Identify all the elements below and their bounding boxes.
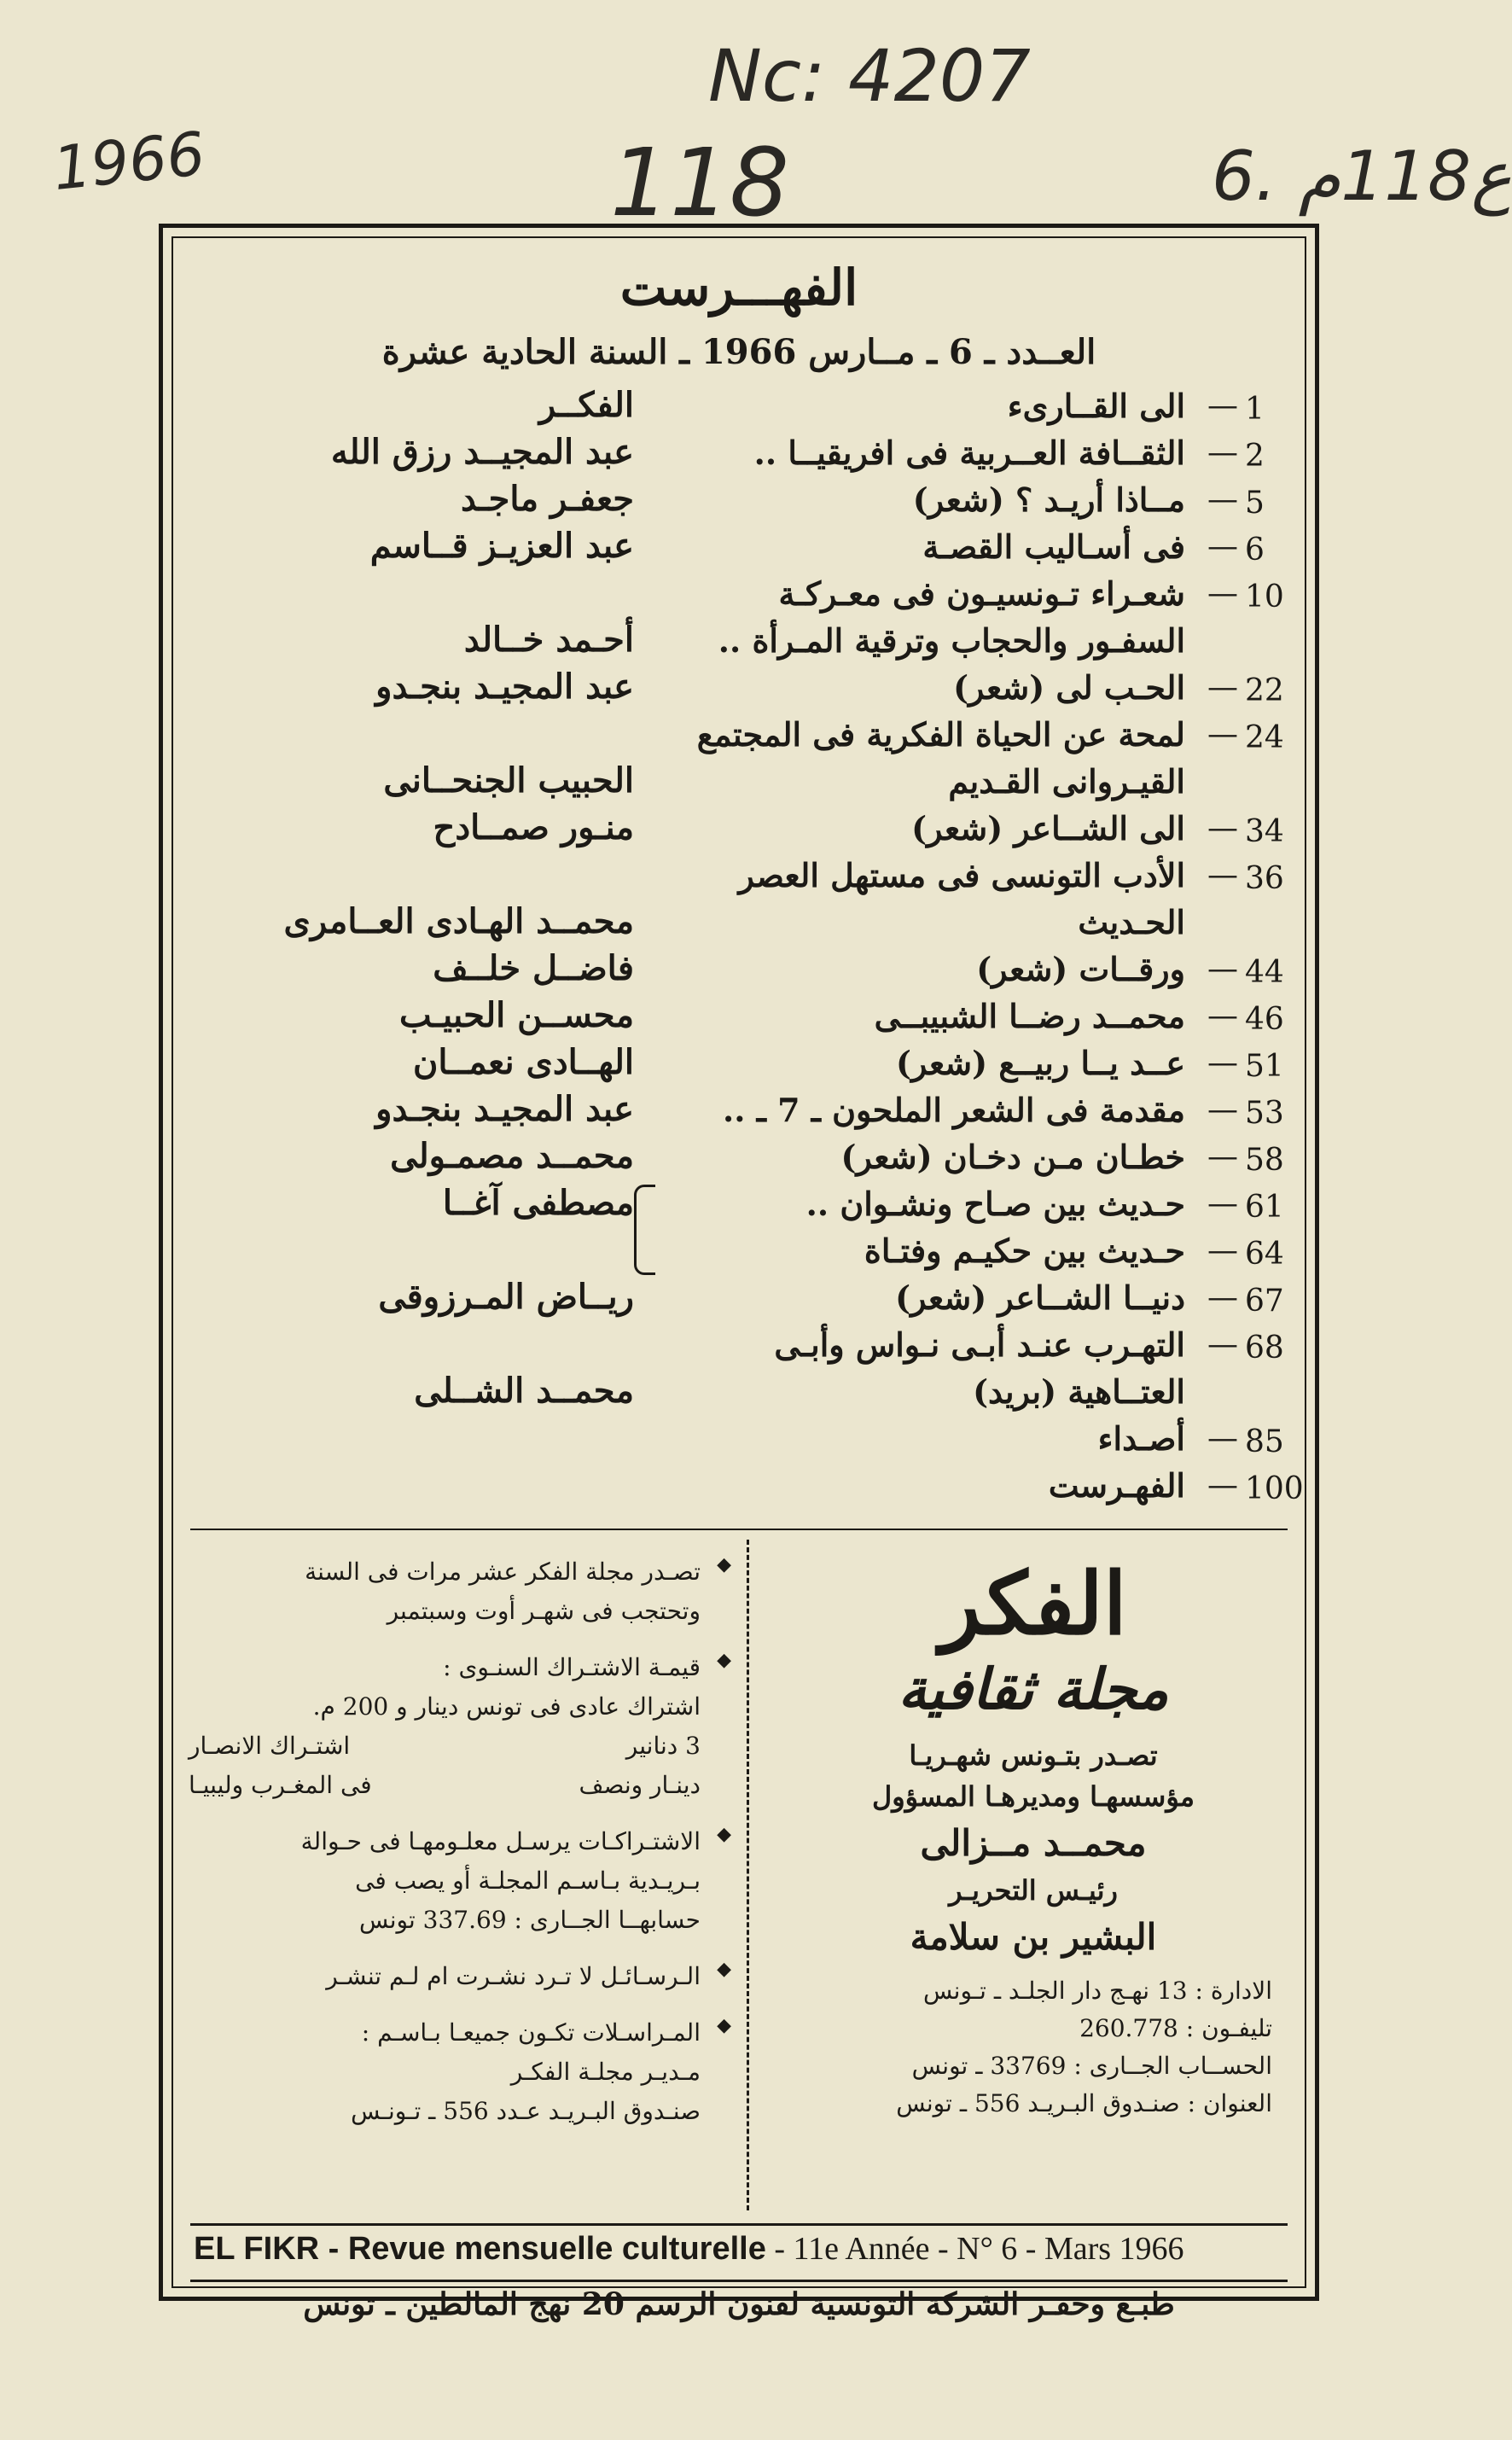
article-title: مقدمة فى الشعر الملحون ـ 7 ـ .. bbox=[723, 1091, 1185, 1129]
page-number: 61 bbox=[1245, 1190, 1284, 1225]
year-annotation: 1966 bbox=[49, 118, 208, 205]
article-title: دنيــا الشــاعر (شعر) bbox=[895, 1278, 1185, 1317]
column-divider bbox=[747, 1540, 749, 2210]
masthead bbox=[760, 1552, 1306, 2123]
article-author: عبد العزيـز قــاسم bbox=[369, 526, 634, 566]
dash: — bbox=[1207, 952, 1238, 987]
page-number: 44 bbox=[1245, 955, 1284, 990]
dash: — bbox=[1207, 482, 1238, 517]
article-title: ورقــات (شعر) bbox=[976, 950, 1185, 988]
note-item bbox=[189, 1957, 731, 1996]
note-pair bbox=[189, 1727, 701, 1766]
bullet-icon: ◆ bbox=[717, 1959, 731, 1980]
dash: — bbox=[1207, 529, 1238, 564]
page-number: 2 bbox=[1245, 439, 1265, 474]
note-item bbox=[189, 2013, 731, 2131]
note-line: حسابهــا الجــارى : 337.69 تونس bbox=[359, 1906, 701, 1934]
page-number: 5 bbox=[1245, 486, 1265, 521]
toc-row bbox=[173, 995, 1305, 1042]
dash: — bbox=[1207, 388, 1238, 423]
article-title: حـديث بين صـاح ونشـوان .. bbox=[805, 1185, 1185, 1223]
note-pair bbox=[189, 1766, 701, 1805]
toc-row bbox=[173, 807, 1305, 854]
magazine-subtitle: مجلة ثقافية bbox=[898, 1656, 1169, 1722]
masthead-line: مؤسسهـا ومديرهـا المسؤول bbox=[871, 1780, 1195, 1813]
article-author: الفكــر bbox=[538, 385, 634, 425]
dash: — bbox=[1207, 999, 1238, 1034]
french-footer bbox=[194, 2230, 1184, 2268]
dash: — bbox=[1207, 576, 1238, 611]
shelf-annotation: 6. ع118م bbox=[1212, 137, 1512, 216]
note-pair-cell: دينـار ونصف bbox=[579, 1771, 701, 1799]
article-author: عبد المجيـد بنجـدو bbox=[375, 1089, 634, 1129]
dash: — bbox=[1207, 1468, 1238, 1503]
note-item bbox=[189, 1822, 731, 1940]
article-title: خطـان مـن دخـان (شعر) bbox=[840, 1138, 1185, 1176]
article-author: منـور صمــادح bbox=[433, 807, 634, 847]
note-pair-cell: 3 دنانير bbox=[625, 1732, 701, 1760]
page-number: 64 bbox=[1245, 1237, 1284, 1272]
toc-row bbox=[173, 1277, 1305, 1324]
note-line: مـديـر مجلـة الفكـر bbox=[510, 2058, 701, 2086]
article-title: حـديث بين حكيـم وفتـاة bbox=[864, 1232, 1185, 1270]
note-line: وتحتجب فى شهـر أوت وسبتمبر bbox=[387, 1597, 701, 1625]
toc-row bbox=[173, 760, 1305, 807]
dash: — bbox=[1207, 717, 1238, 752]
toc-row bbox=[173, 713, 1305, 760]
bullet-icon: ◆ bbox=[717, 1650, 731, 1671]
page-number: 46 bbox=[1245, 1002, 1284, 1037]
article-title: الى الشــاعر (شعر) bbox=[911, 809, 1185, 847]
article-title: القيـروانى القـديم bbox=[948, 762, 1185, 801]
note-line: الاشتـراكـات يرسـل معلـومهـا فى حـوالة bbox=[300, 1827, 701, 1855]
page-number: 100 bbox=[1245, 1471, 1304, 1506]
article-author: عبد المجيـد بنجـدو bbox=[375, 667, 634, 707]
article-author: محســن الحبيـب bbox=[399, 995, 634, 1035]
article-title: لمحة عن الحياة الفكرية فى المجتمع bbox=[696, 715, 1185, 754]
toc-row bbox=[173, 479, 1305, 526]
article-title: الثقــافة العــربية فى افريقيــا .. bbox=[753, 434, 1185, 472]
note-line: اشتراك عادى فى تونس دينار و 200 م. bbox=[312, 1692, 701, 1721]
french-footer-issue: - 11e Année - N° 6 - Mars 1966 bbox=[765, 2231, 1184, 2267]
note-line: الـرسـائـل لا تـرد نشـرت ام لـم تنشـر bbox=[326, 1962, 701, 1990]
toc-row bbox=[173, 1324, 1305, 1371]
article-title: السفـور والحجاب وترقية المـرأة .. bbox=[718, 621, 1185, 660]
page-number: 22 bbox=[1245, 673, 1284, 708]
article-author: محمــد مصمـولى bbox=[390, 1136, 634, 1176]
article-title: مــاذا أريـد ؟ (شعر) bbox=[912, 480, 1185, 519]
article-author: مصطفى آغــا bbox=[442, 1183, 634, 1223]
article-author: فاضــل خلــف bbox=[433, 948, 634, 988]
toc-row bbox=[173, 667, 1305, 713]
page-number: 34 bbox=[1245, 814, 1284, 849]
article-title: أصـداء bbox=[1097, 1419, 1185, 1458]
table-of-contents bbox=[173, 385, 1305, 1511]
director-name: محمــد مــزالى bbox=[920, 1822, 1147, 1864]
article-author: أحـمد خــالد bbox=[463, 620, 634, 660]
article-title: العتــاهية (بريد) bbox=[973, 1372, 1185, 1411]
address-line: تليفـون : 260.778 bbox=[1079, 2014, 1272, 2042]
article-title: الأدب التونسى فى مستهل العصر bbox=[738, 856, 1185, 894]
toc-row bbox=[173, 1042, 1305, 1089]
masthead-line: تصـدر بتـونس شهـريـا bbox=[909, 1739, 1158, 1772]
article-title: عــد يــا ربيــع (شعر) bbox=[896, 1044, 1185, 1082]
toc-row bbox=[173, 1465, 1305, 1511]
bullet-icon: ◆ bbox=[717, 1554, 731, 1575]
article-title: محمــد رضــا الشبيبــى bbox=[874, 997, 1185, 1035]
article-title: التهـرب عنـد أبـى نـواس وأبـى bbox=[774, 1325, 1185, 1364]
dash: — bbox=[1207, 1327, 1238, 1362]
divider bbox=[190, 2280, 1288, 2282]
note-item bbox=[189, 1648, 731, 1805]
page-title: الفهـــرست bbox=[619, 259, 858, 317]
masthead-line: رئيـس التحريـر bbox=[949, 1874, 1118, 1907]
bullet-icon: ◆ bbox=[717, 1824, 731, 1845]
toc-row bbox=[173, 573, 1305, 620]
french-footer-bold: EL FIKR - Revue mensuelle culturelle bbox=[194, 2231, 766, 2267]
divider bbox=[190, 1529, 1288, 1530]
article-author: جعفـر ماجـد bbox=[460, 479, 634, 519]
page-number: 10 bbox=[1245, 579, 1284, 614]
toc-row bbox=[173, 385, 1305, 432]
toc-row bbox=[173, 1418, 1305, 1465]
dash: — bbox=[1207, 1139, 1238, 1174]
dash: — bbox=[1207, 1280, 1238, 1315]
dash: — bbox=[1207, 858, 1238, 893]
number-annotation: 118 bbox=[610, 128, 789, 237]
article-title: الحـب لى (شعر) bbox=[953, 668, 1185, 707]
editor-name: البشير بن سلامة bbox=[910, 1916, 1157, 1958]
dash: — bbox=[1207, 435, 1238, 470]
issue-subtitle: العــدد ـ 6 ـ مــارس 1966 ـ السنة الحادية عشرة bbox=[381, 332, 1096, 372]
printer-credit: طبـع وحفـر الشركة التونسية لفنون الرسم 20 نهج المالطين ـ تونس bbox=[303, 2286, 1175, 2322]
index-page-frame bbox=[159, 224, 1319, 2322]
article-author: محمــد الشــلى bbox=[414, 1371, 634, 1411]
note-line: قيمـة الاشتـراك السنـوى : bbox=[443, 1653, 701, 1681]
toc-row bbox=[173, 901, 1305, 948]
toc-row bbox=[173, 1089, 1305, 1136]
page-number: 6 bbox=[1245, 533, 1265, 568]
dash: — bbox=[1207, 811, 1238, 846]
note-line: صنـدوق البـريـد عـدد 556 ـ تـونـس bbox=[351, 2097, 701, 2125]
page-number: 24 bbox=[1245, 720, 1284, 755]
article-title: فى أسـاليب القصـة bbox=[922, 527, 1185, 566]
divider bbox=[190, 2223, 1288, 2226]
catalog-annotation: Nc: 4207 bbox=[708, 34, 1031, 118]
bullet-icon: ◆ bbox=[717, 2015, 731, 2036]
article-author: محمــد الهـادى العــامرى bbox=[283, 901, 634, 941]
dash: — bbox=[1207, 1233, 1238, 1268]
toc-row bbox=[173, 1230, 1305, 1277]
address-line: العنوان : صنـدوق البـريـد 556 ـ تونس bbox=[896, 2089, 1272, 2117]
article-author: الحبيب الجنحــانى bbox=[383, 760, 634, 801]
article-title: الحـديث bbox=[1078, 903, 1185, 941]
toc-row bbox=[173, 948, 1305, 995]
toc-row bbox=[173, 432, 1305, 479]
article-author: عبد المجيــد رزق الله bbox=[330, 432, 634, 472]
article-title: شعـراء تـونسيـون فى معـركـة bbox=[778, 574, 1185, 613]
page-number: 85 bbox=[1245, 1424, 1284, 1459]
address-line: الحســاب الجــارى : 33769 ـ تونس bbox=[911, 2052, 1272, 2080]
page-number: 67 bbox=[1245, 1284, 1284, 1319]
address-line: الادارة : 13 نهـج دار الجلـد ـ تـونس bbox=[922, 1977, 1272, 2005]
note-line: تصـدر مجلة الفكر عشر مرات فى السنة bbox=[305, 1558, 701, 1586]
article-author: ريــاض المـرزوقى bbox=[378, 1277, 634, 1317]
toc-row bbox=[173, 1136, 1305, 1183]
magazine-logo: الفكر bbox=[939, 1553, 1127, 1654]
dash: — bbox=[1207, 1421, 1238, 1456]
page-number: 51 bbox=[1245, 1049, 1284, 1084]
toc-row bbox=[173, 1371, 1305, 1418]
page-number: 58 bbox=[1245, 1143, 1284, 1178]
page-number: 1 bbox=[1245, 392, 1265, 427]
page-number: 36 bbox=[1245, 861, 1284, 896]
note-pair-cell: اشتـراك الانصـار bbox=[189, 1732, 351, 1760]
note-item bbox=[189, 1552, 731, 1631]
note-pair-cell: فى المغـرب وليبيـا bbox=[189, 1771, 372, 1799]
note-line: بـريـدية بـاسـم المجلـة أو يصب فى bbox=[355, 1866, 701, 1895]
index-inner-frame bbox=[172, 236, 1306, 2322]
toc-row bbox=[173, 1183, 1305, 1230]
toc-row bbox=[173, 854, 1305, 901]
article-title: الى القــارىء bbox=[1007, 387, 1185, 425]
page-number: 53 bbox=[1245, 1096, 1284, 1131]
subscription-notes bbox=[189, 1552, 735, 2148]
toc-row bbox=[173, 526, 1305, 573]
dash: — bbox=[1207, 1186, 1238, 1221]
toc-row bbox=[173, 620, 1305, 667]
note-line: المـراسـلات تكـون جميعـا بـاسـم : bbox=[361, 2018, 701, 2047]
dash: — bbox=[1207, 670, 1238, 705]
article-author: الهــادى نعمــان bbox=[413, 1042, 634, 1082]
article-title: الفهـرست bbox=[1048, 1466, 1185, 1505]
page-number: 68 bbox=[1245, 1331, 1284, 1366]
dash: — bbox=[1207, 1092, 1238, 1127]
dash: — bbox=[1207, 1045, 1238, 1080]
